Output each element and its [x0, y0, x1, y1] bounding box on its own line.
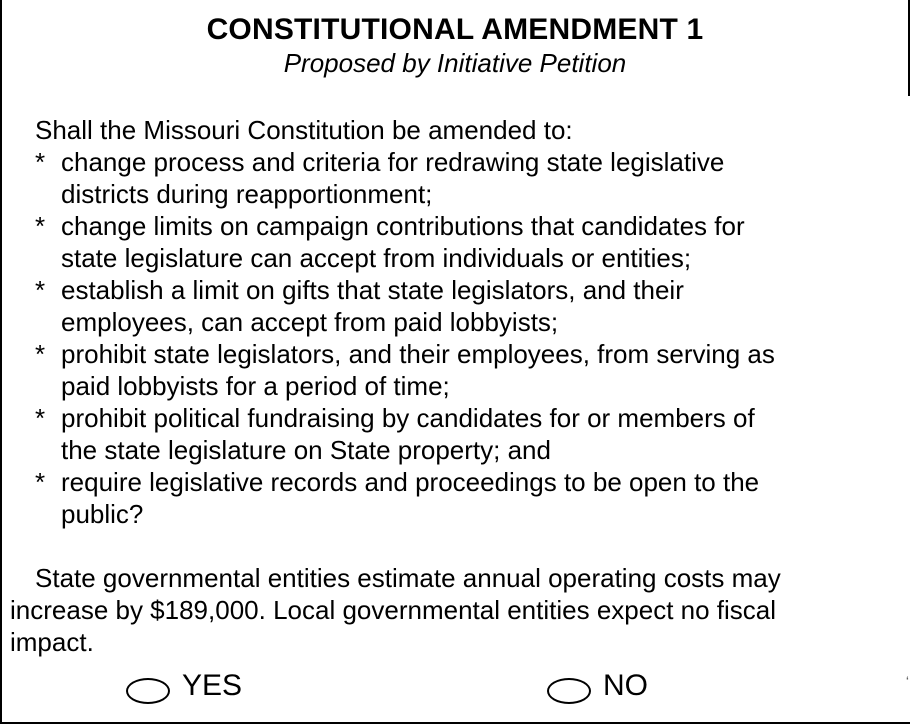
provision-text-line: prohibit state legislators, and their employees, from serving as — [61, 339, 775, 369]
bullet-marker: * — [35, 275, 46, 305]
amendment-provisions-list — [35, 146, 775, 530]
bullet-marker: * — [35, 147, 46, 177]
provision-text-line: public? — [61, 499, 144, 529]
provision-item — [35, 146, 775, 210]
yes-choice[interactable] — [126, 668, 242, 704]
yes-label: YES — [182, 669, 243, 702]
ballot-question: Shall the Missouri Constitution be amended to: — [35, 115, 573, 145]
edge-tick-mark: ‘ — [905, 673, 909, 689]
fiscal-note-line: increase by $189,000. Local governmental entities expect no fiscal — [10, 595, 777, 625]
provision-text-line: prohibit political fundraising by candidates for or members of — [61, 403, 755, 433]
amendment-subtitle: Proposed by Initiative Petition — [283, 48, 627, 78]
provision-item — [35, 274, 775, 338]
bullet-marker: * — [35, 339, 46, 369]
provision-item — [35, 466, 775, 530]
provision-text-line: change limits on campaign contributions that candidates for — [61, 211, 745, 241]
provision-text-line: employees, can accept from paid lobbyists; — [61, 307, 559, 337]
bullet-marker: * — [35, 467, 46, 497]
fiscal-note-line: State governmental entities estimate annual operating costs may — [35, 563, 781, 593]
no-label: NO — [603, 669, 648, 702]
fiscal-note — [10, 562, 900, 658]
no-choice[interactable] — [547, 668, 648, 704]
bullet-marker: * — [35, 211, 46, 241]
provision-item — [35, 402, 775, 466]
provision-text-line: the state legislature on State property; and — [61, 435, 551, 465]
provision-text-line: require legislative records and proceedings to be open to the — [61, 467, 760, 497]
yes-vote-oval[interactable] — [126, 678, 170, 704]
provision-text-line: change process and criteria for redrawing state legislative — [61, 147, 725, 177]
provision-item — [35, 338, 775, 402]
amendment-title: CONSTITUTIONAL AMENDMENT 1 — [206, 13, 704, 46]
provision-text-line: districts during reapportionment; — [61, 179, 433, 209]
provision-item — [35, 210, 775, 274]
provision-text-line: state legislature can accept from individuals or entities; — [61, 243, 692, 273]
provision-text-line: establish a limit on gifts that state legislators, and their — [61, 275, 684, 305]
provision-text-line: paid lobbyists for a period of time; — [61, 371, 450, 401]
fiscal-note-line: impact. — [10, 627, 94, 657]
bullet-marker: * — [35, 403, 46, 433]
no-vote-oval[interactable] — [547, 678, 591, 704]
